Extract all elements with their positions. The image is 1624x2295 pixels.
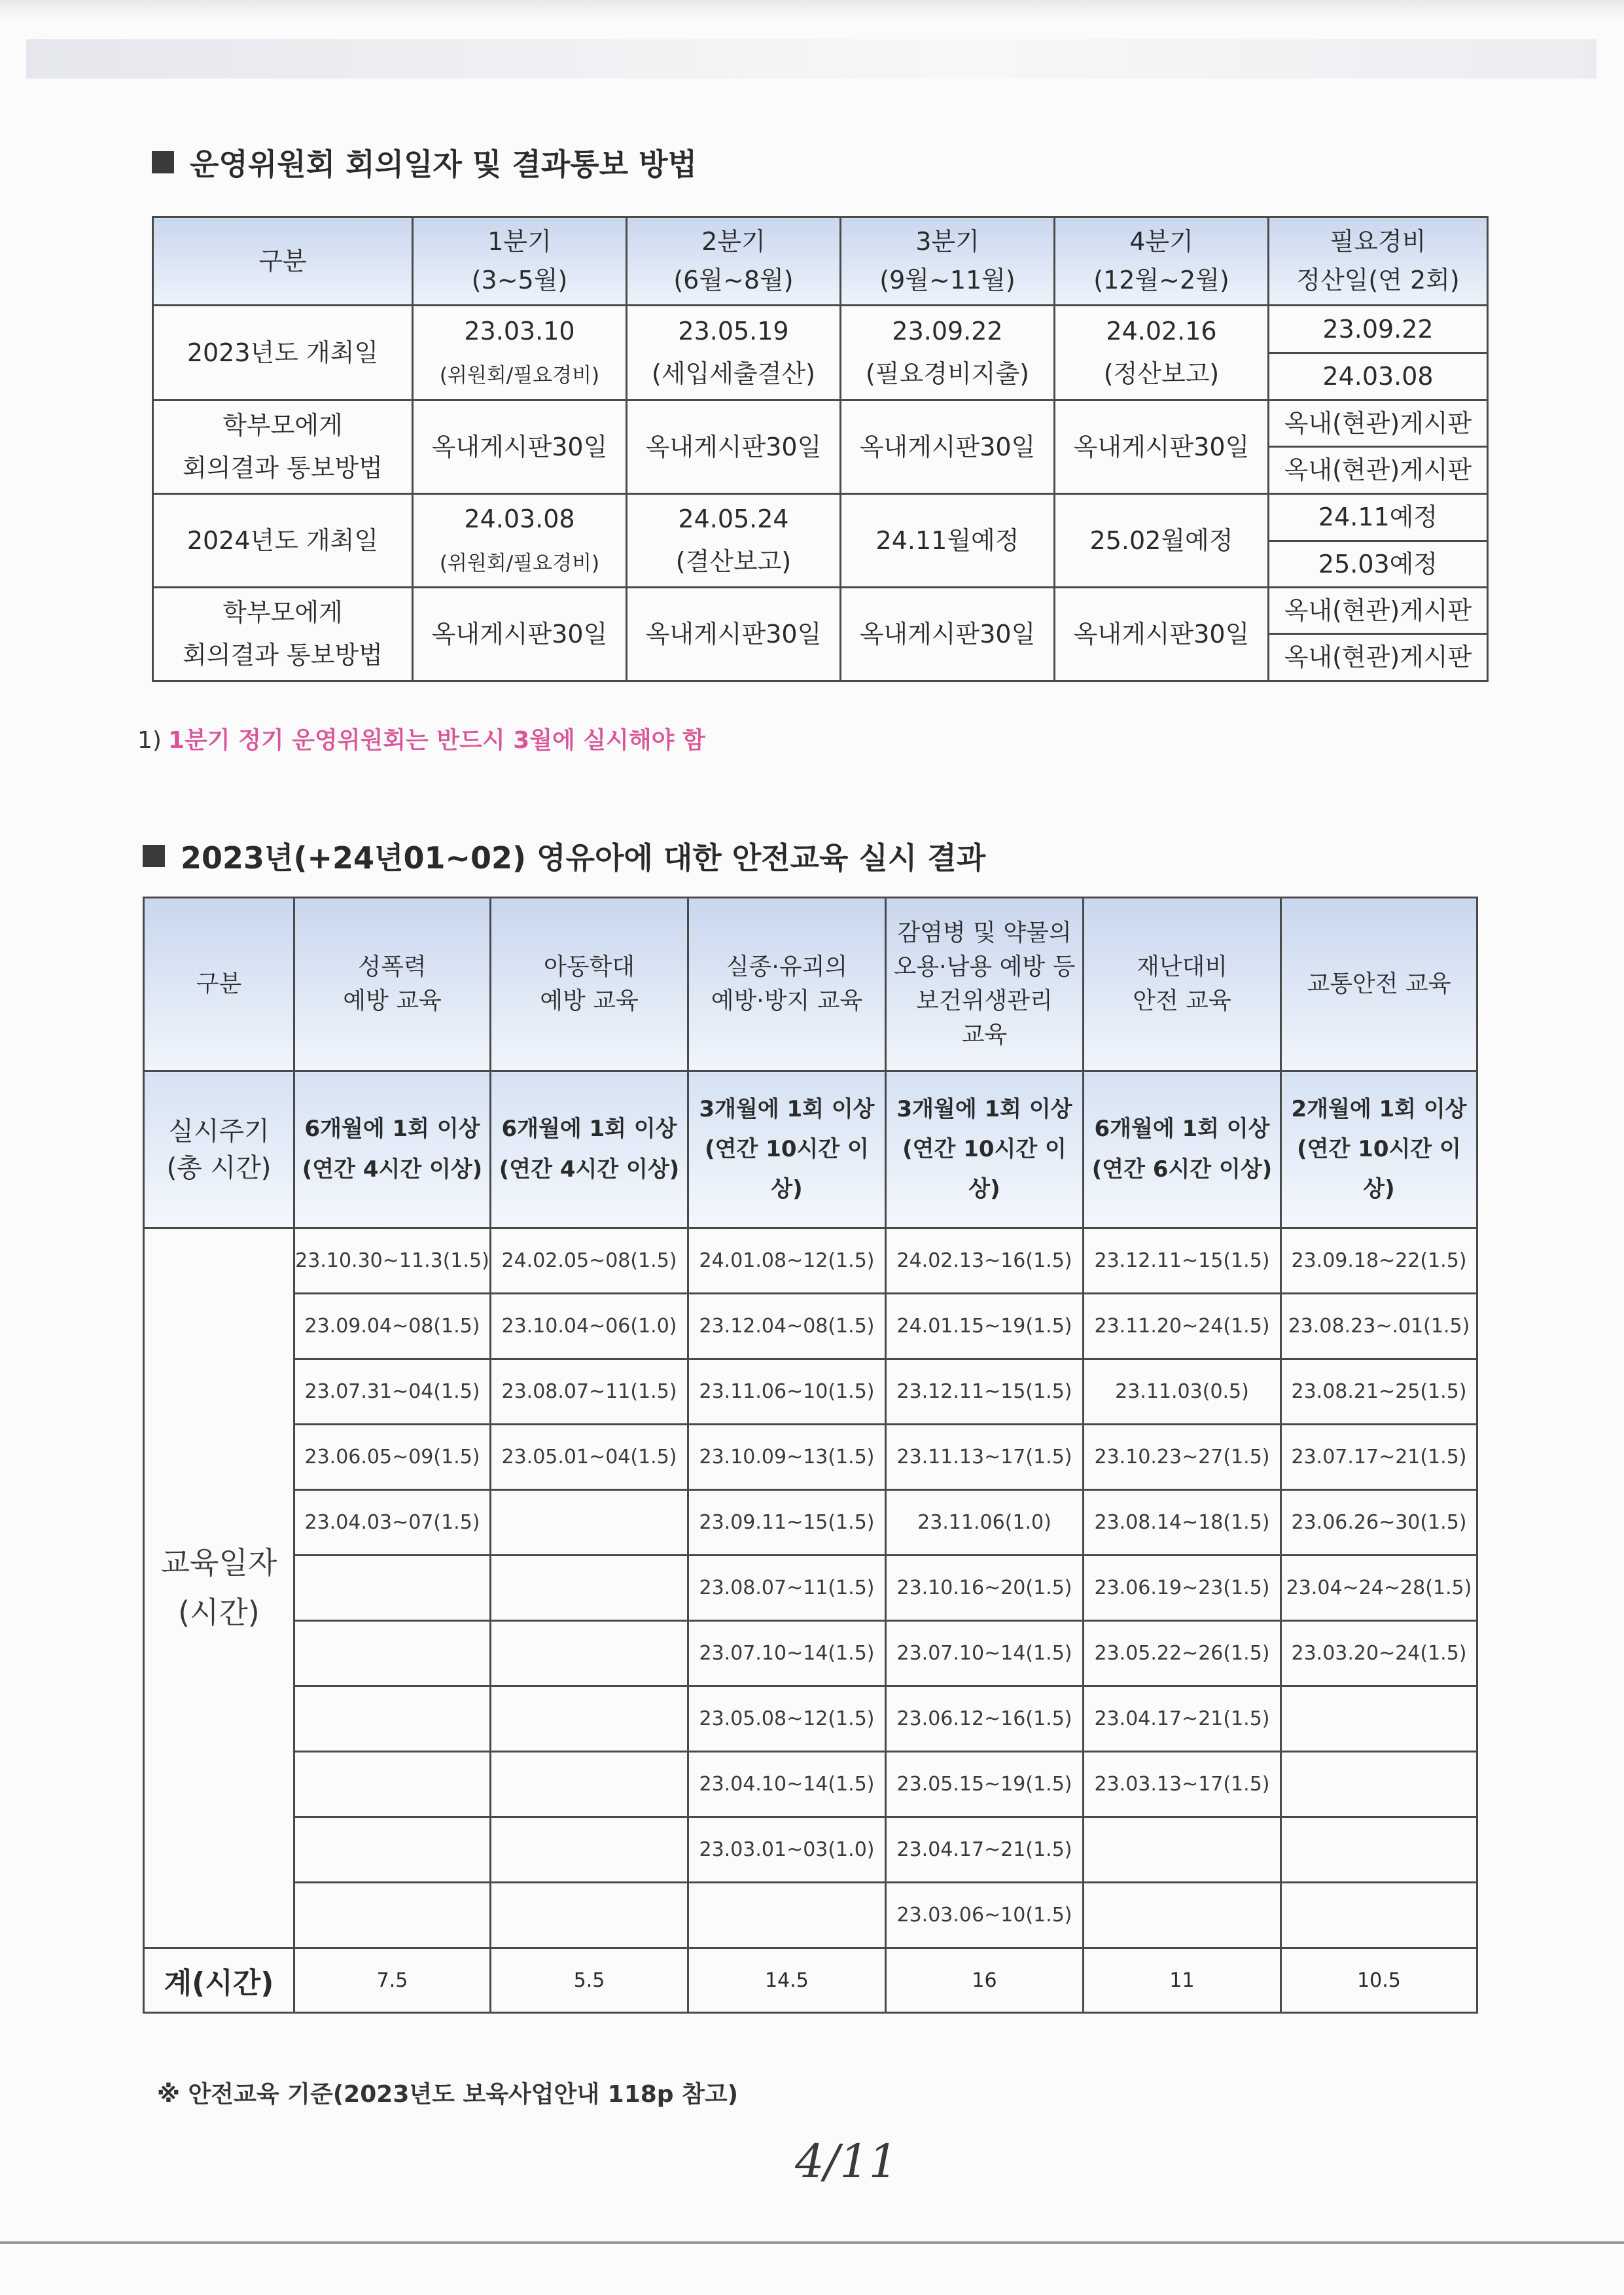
total-row: [144, 1948, 1477, 2013]
row-2024-notify: [153, 588, 1488, 634]
header-missing-kidnap: 실종·유괴의 예방·방지 교육: [688, 898, 886, 1071]
education-date-cell: [294, 1621, 491, 1686]
notify-cell: 옥내게시판30일: [841, 400, 1055, 494]
total-label: 계(시간): [144, 1948, 294, 2013]
cycle-label: 실시주기 (총 시간): [144, 1071, 294, 1228]
education-date-cell: [1084, 1883, 1281, 1948]
total-cell: 10.5: [1281, 1948, 1477, 2013]
settlement-cell: 옥내(현관)게시판: [1269, 588, 1488, 634]
dates-label: 교육일자 (시간): [144, 1228, 294, 1948]
settlement-cell: 25.03예정: [1269, 541, 1488, 588]
total-cell: 11: [1084, 1948, 1281, 2013]
scan-shadow-band: [26, 39, 1597, 79]
date-cell: 24.02.16 (정산보고): [1055, 306, 1269, 400]
education-date-row: [144, 1686, 1477, 1752]
education-date-cell: 23.04~24~28(1.5): [1281, 1556, 1477, 1621]
settlement-cell: 옥내(현관)게시판: [1269, 634, 1488, 681]
education-date-cell: [491, 1752, 688, 1817]
section2-heading: [143, 834, 985, 878]
education-date-cell: [1084, 1817, 1281, 1883]
committee-table: [152, 216, 1489, 682]
cycle-cell: 3개월에 1회 이상 (연간 10시간 이상): [886, 1071, 1084, 1228]
cycle-cell: 3개월에 1회 이상 (연간 10시간 이상): [688, 1071, 886, 1228]
row-label: 학부모에게 회의결과 통보방법: [153, 588, 413, 681]
education-date-row: [144, 1752, 1477, 1817]
education-date-cell: [294, 1817, 491, 1883]
education-date-cell: [491, 1817, 688, 1883]
education-date-cell: 23.11.06(1.0): [886, 1490, 1084, 1556]
settlement-cell: 24.11예정: [1269, 494, 1488, 541]
header-q3: 3분기 (9월~11월): [841, 217, 1055, 306]
education-date-row: [144, 1359, 1477, 1425]
notify-cell: 옥내게시판30일: [413, 400, 627, 494]
education-date-row: [144, 1621, 1477, 1686]
education-date-cell: 23.12.11~15(1.5): [886, 1359, 1084, 1425]
education-date-row: [144, 1490, 1477, 1556]
education-date-cell: 23.04.17~21(1.5): [886, 1817, 1084, 1883]
education-date-cell: 23.06.05~09(1.5): [294, 1425, 491, 1490]
education-date-cell: [1281, 1686, 1477, 1752]
education-date-cell: [491, 1556, 688, 1621]
education-date-cell: 23.03.01~03(1.0): [688, 1817, 886, 1883]
education-date-cell: 23.05.15~19(1.5): [886, 1752, 1084, 1817]
education-date-cell: 23.11.06~10(1.5): [688, 1359, 886, 1425]
total-cell: 16: [886, 1948, 1084, 2013]
date-cell: 24.05.24 (결산보고): [627, 494, 841, 588]
footnote: [137, 722, 705, 755]
education-date-row: [144, 1425, 1477, 1490]
education-date-cell: 23.04.03~07(1.5): [294, 1490, 491, 1556]
reference-note: ※ 안전교육 기준(2023년도 보육사업안내 118p 참고): [157, 2081, 739, 2108]
education-date-cell: [688, 1883, 886, 1948]
education-date-cell: 23.11.13~17(1.5): [886, 1425, 1084, 1490]
education-date-cell: 23.08.21~25(1.5): [1281, 1359, 1477, 1425]
education-date-cell: 23.07.10~14(1.5): [688, 1621, 886, 1686]
education-date-cell: 23.06.26~30(1.5): [1281, 1490, 1477, 1556]
education-date-row: [144, 1556, 1477, 1621]
education-date-cell: 23.03.06~10(1.5): [886, 1883, 1084, 1948]
footnote-text: 1분기 정기 운영위원회는 반드시 3월에 실시해야 함: [168, 727, 705, 754]
header-traffic: 교통안전 교육: [1281, 898, 1477, 1071]
education-date-row: [144, 1228, 1477, 1294]
date-cell: 23.05.19 (세입세출결산): [627, 306, 841, 400]
date-cell: 24.11월예정: [841, 494, 1055, 588]
cycle-cell: 6개월에 1회 이상 (연간 4시간 이상): [491, 1071, 688, 1228]
scan-edge: [0, 0, 1624, 20]
total-cell: 5.5: [491, 1948, 688, 2013]
footnote-marker: 1): [137, 727, 162, 754]
notify-cell: 옥내게시판30일: [413, 588, 627, 681]
cycle-cell: 6개월에 1회 이상 (연간 4시간 이상): [294, 1071, 491, 1228]
education-date-cell: [491, 1883, 688, 1948]
education-date-cell: [1281, 1883, 1477, 1948]
education-date-cell: [1281, 1752, 1477, 1817]
date-cell: 24.03.08 (위원회/필요경비): [413, 494, 627, 588]
education-date-row: [144, 1294, 1477, 1359]
row-2023-dates: [153, 306, 1488, 353]
section1-heading: [152, 141, 697, 184]
date-cell: 25.02월예정: [1055, 494, 1269, 588]
date-cell: 23.03.10 (위원회/필요경비): [413, 306, 627, 400]
education-date-cell: 23.10.16~20(1.5): [886, 1556, 1084, 1621]
education-date-cell: [294, 1883, 491, 1948]
notify-cell: 옥내게시판30일: [1055, 400, 1269, 494]
square-bullet-icon: [143, 845, 165, 867]
education-date-cell: 23.11.20~24(1.5): [1084, 1294, 1281, 1359]
education-date-cell: 23.08.07~11(1.5): [491, 1359, 688, 1425]
education-date-cell: 23.07.31~04(1.5): [294, 1359, 491, 1425]
education-date-row: [144, 1883, 1477, 1948]
settlement-cell: 24.03.08: [1269, 353, 1488, 400]
education-date-cell: 23.08.07~11(1.5): [688, 1556, 886, 1621]
notify-cell: 옥내게시판30일: [1055, 588, 1269, 681]
education-date-cell: 23.07.17~21(1.5): [1281, 1425, 1477, 1490]
settlement-cell: 23.09.22: [1269, 306, 1488, 353]
education-date-cell: 23.09.04~08(1.5): [294, 1294, 491, 1359]
settlement-cell: 옥내(현관)게시판: [1269, 447, 1488, 494]
education-date-cell: 23.12.11~15(1.5): [1084, 1228, 1281, 1294]
header-child-abuse: 아동학대 예방 교육: [491, 898, 688, 1071]
header-q4: 4분기 (12월~2월): [1055, 217, 1269, 306]
education-date-cell: 23.10.09~13(1.5): [688, 1425, 886, 1490]
row-label: 학부모에게 회의결과 통보방법: [153, 400, 413, 494]
notify-cell: 옥내게시판30일: [627, 400, 841, 494]
education-date-cell: [491, 1686, 688, 1752]
header-category: 구분: [153, 217, 413, 306]
education-date-cell: 23.08.23~.01(1.5): [1281, 1294, 1477, 1359]
education-date-cell: 23.05.01~04(1.5): [491, 1425, 688, 1490]
education-date-cell: 24.01.15~19(1.5): [886, 1294, 1084, 1359]
header-q2: 2분기 (6월~8월): [627, 217, 841, 306]
education-date-cell: 23.08.14~18(1.5): [1084, 1490, 1281, 1556]
row-label: 2024년도 개최일: [153, 494, 413, 588]
header-sexual-violence: 성폭력 예방 교육: [294, 898, 491, 1071]
education-date-cell: [294, 1556, 491, 1621]
bottom-rule: [0, 2241, 1624, 2244]
row-label: 2023년도 개최일: [153, 306, 413, 400]
total-cell: 14.5: [688, 1948, 886, 2013]
notify-cell: 옥내게시판30일: [841, 588, 1055, 681]
education-date-row: [144, 1817, 1477, 1883]
cycle-row: [144, 1071, 1477, 1228]
settlement-cell: 옥내(현관)게시판: [1269, 400, 1488, 447]
total-cell: 7.5: [294, 1948, 491, 2013]
education-date-cell: 23.11.03(0.5): [1084, 1359, 1281, 1425]
education-date-cell: 24.02.13~16(1.5): [886, 1228, 1084, 1294]
cycle-cell: 2개월에 1회 이상 (연간 10시간 이상): [1281, 1071, 1477, 1228]
education-date-cell: 23.09.11~15(1.5): [688, 1490, 886, 1556]
education-header-row: [144, 898, 1477, 1071]
row-2023-notify: [153, 400, 1488, 447]
row-2024-dates: [153, 494, 1488, 541]
header-category: 구분: [144, 898, 294, 1071]
section2-title: 2023년(+24년01~02) 영유아에 대한 안전교육 실시 결과: [181, 840, 986, 876]
header-disaster: 재난대비 안전 교육: [1084, 898, 1281, 1071]
education-date-cell: 23.09.18~22(1.5): [1281, 1228, 1477, 1294]
education-date-cell: 23.10.30~11.3(1.5): [294, 1228, 491, 1294]
header-q1: 1분기 (3~5월): [413, 217, 627, 306]
education-date-cell: 23.06.19~23(1.5): [1084, 1556, 1281, 1621]
education-date-cell: 23.07.10~14(1.5): [886, 1621, 1084, 1686]
header-infection-drugs: 감염병 및 약물의 오용·남용 예방 등 보건위생관리 교육: [886, 898, 1084, 1071]
date-cell: 23.09.22 (필요경비지출): [841, 306, 1055, 400]
education-date-cell: 23.04.10~14(1.5): [688, 1752, 886, 1817]
education-date-cell: 23.03.20~24(1.5): [1281, 1621, 1477, 1686]
education-date-cell: [491, 1490, 688, 1556]
section1-title: 운영위원회 회의일자 및 결과통보 방법: [190, 147, 697, 182]
education-date-cell: 23.06.12~16(1.5): [886, 1686, 1084, 1752]
education-date-cell: [491, 1621, 688, 1686]
education-date-cell: 23.05.08~12(1.5): [688, 1686, 886, 1752]
education-date-cell: [294, 1752, 491, 1817]
education-date-cell: 23.12.04~08(1.5): [688, 1294, 886, 1359]
header-settlement: 필요경비 정산일(연 2회): [1269, 217, 1488, 306]
education-date-cell: 24.02.05~08(1.5): [491, 1228, 688, 1294]
notify-cell: 옥내게시판30일: [627, 588, 841, 681]
education-date-cell: 23.05.22~26(1.5): [1084, 1621, 1281, 1686]
education-date-cell: 24.01.08~12(1.5): [688, 1228, 886, 1294]
education-date-rows: [144, 1228, 1477, 1948]
cycle-cell: 6개월에 1회 이상 (연간 6시간 이상): [1084, 1071, 1281, 1228]
education-date-cell: [294, 1686, 491, 1752]
committee-header-row: [153, 217, 1488, 306]
education-date-cell: 23.10.23~27(1.5): [1084, 1425, 1281, 1490]
education-date-cell: 23.03.13~17(1.5): [1084, 1752, 1281, 1817]
education-date-cell: [1281, 1817, 1477, 1883]
education-date-cell: 23.10.04~06(1.0): [491, 1294, 688, 1359]
education-date-cell: 23.04.17~21(1.5): [1084, 1686, 1281, 1752]
square-bullet-icon: [152, 151, 174, 173]
safety-education-table: [143, 897, 1478, 2014]
page-handwritten-mark: 4/11: [795, 2135, 898, 2188]
